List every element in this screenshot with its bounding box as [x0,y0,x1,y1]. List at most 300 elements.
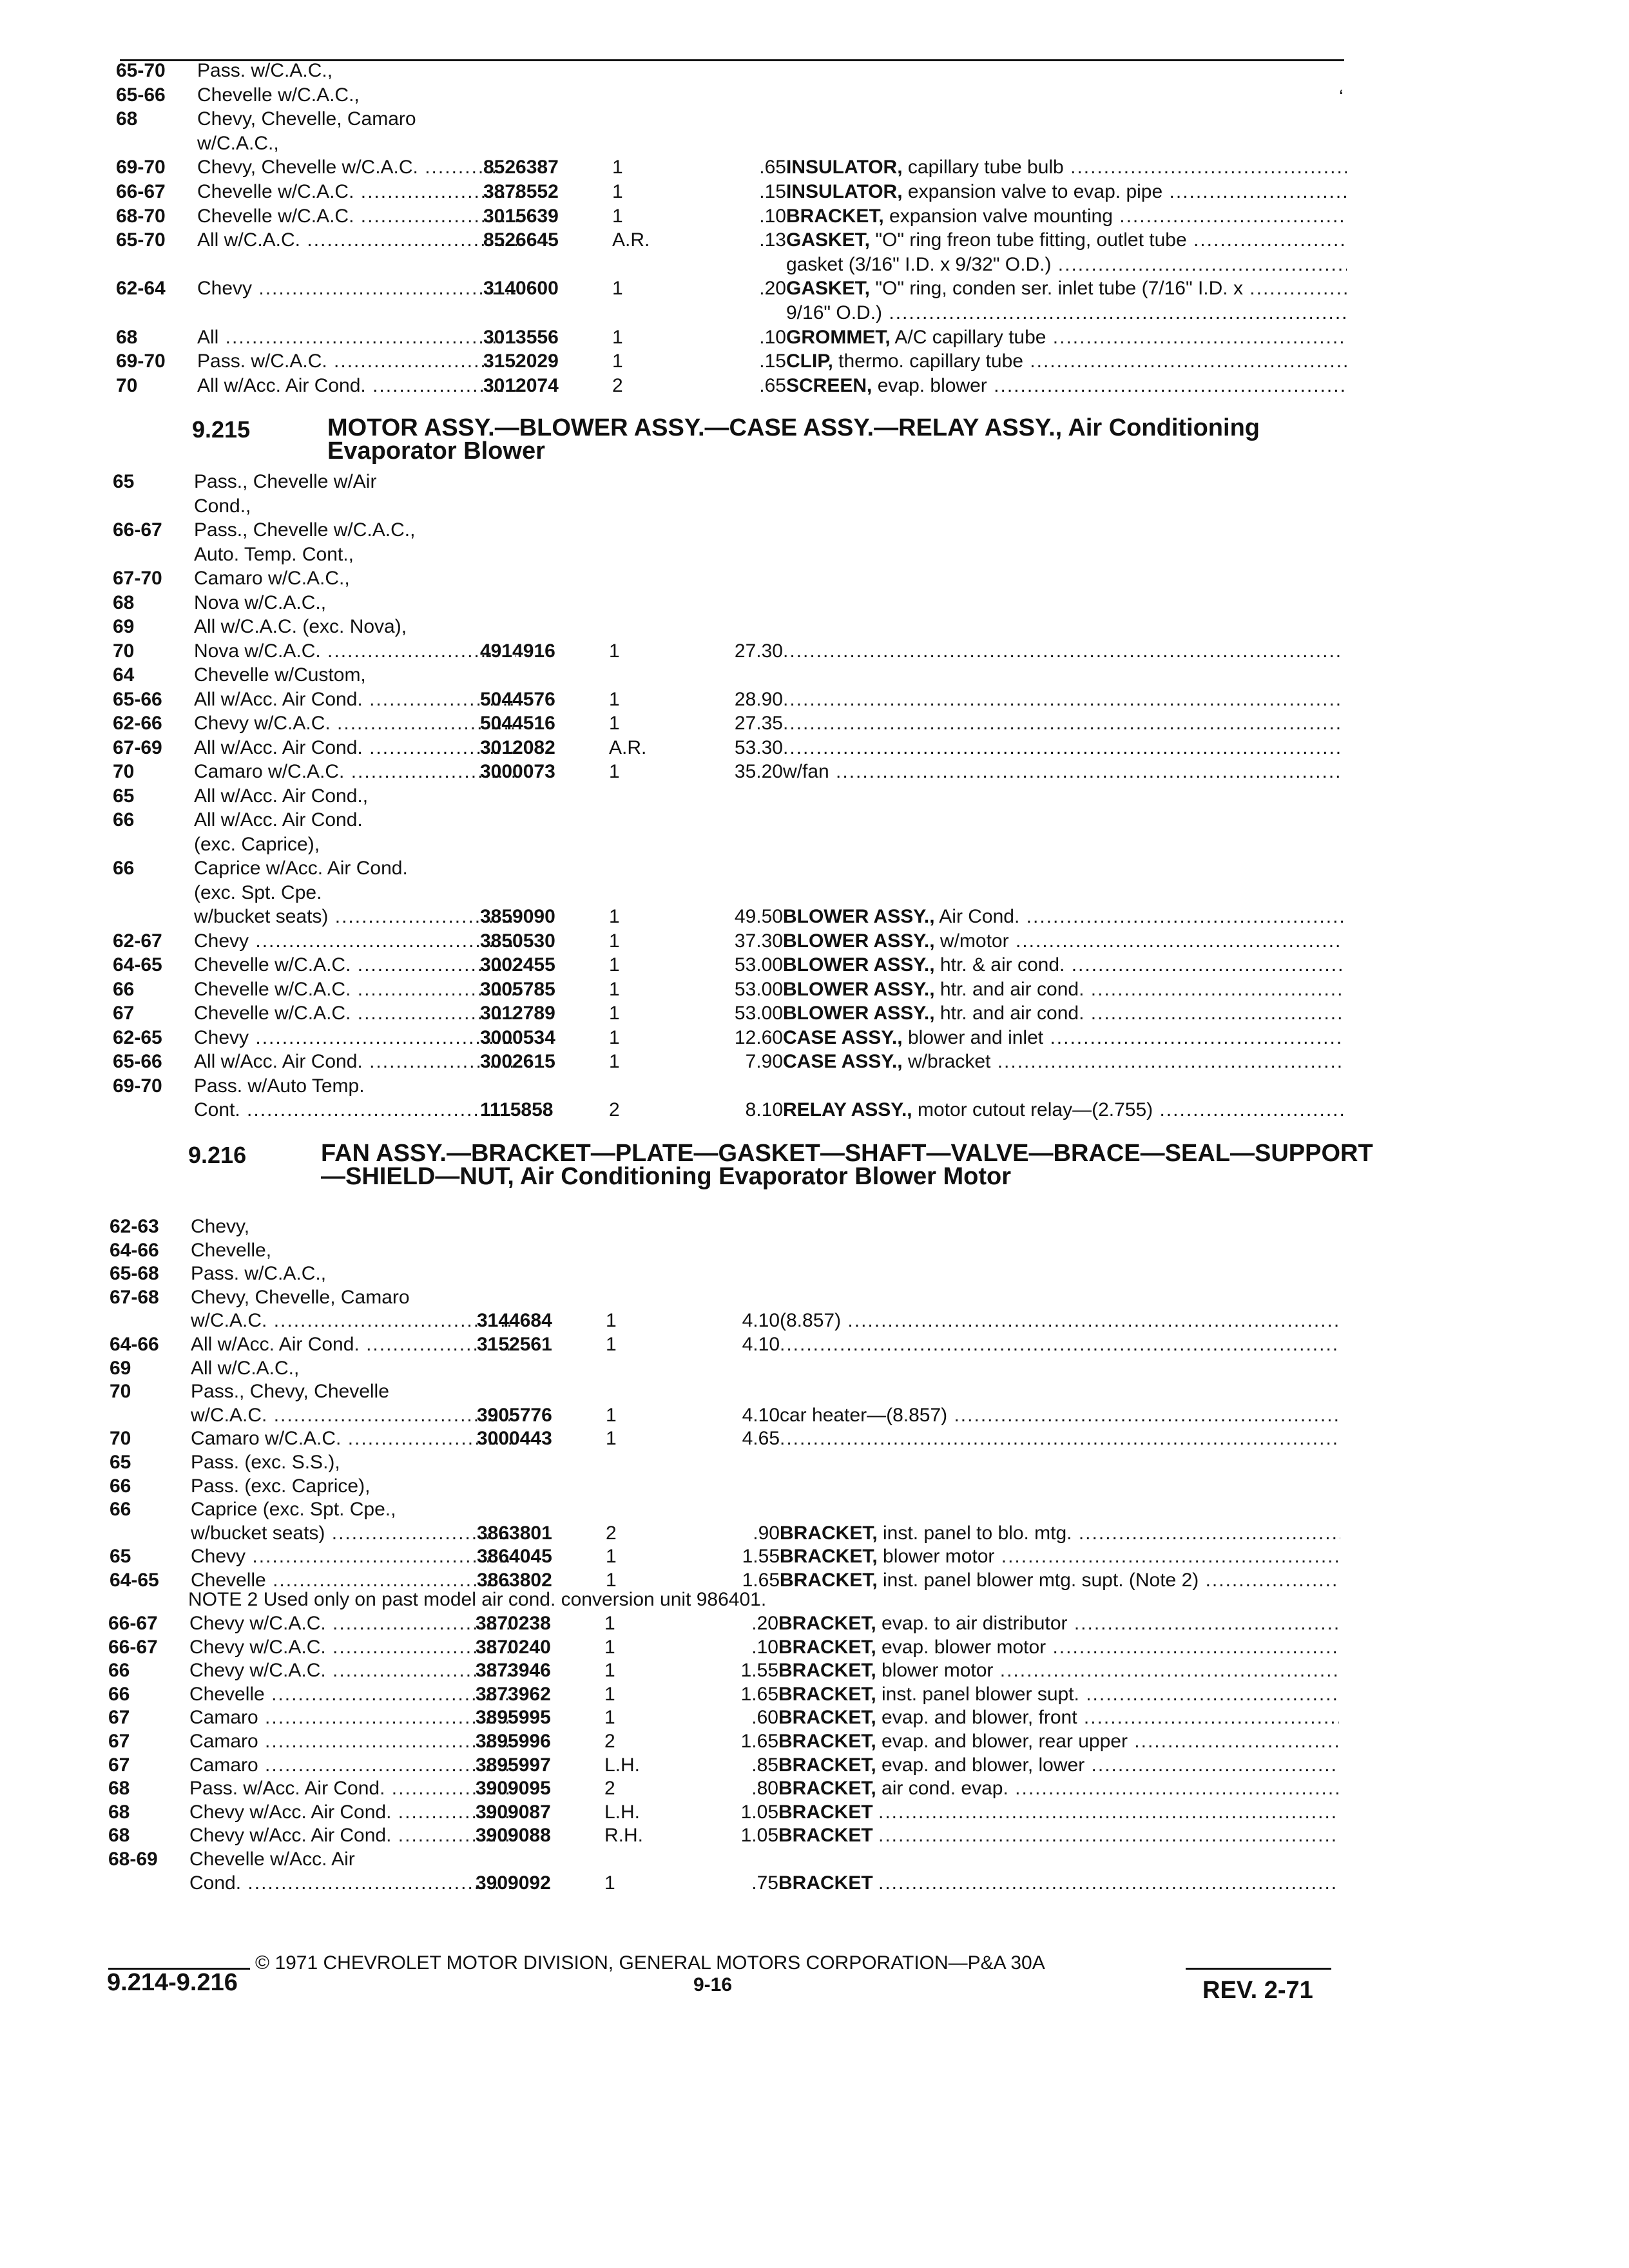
row-year: 64-65 [110,1570,159,1591]
footer-rule-right [1186,1968,1331,1970]
row-price: .80 [751,1778,778,1800]
row-price: .10 [759,326,786,348]
row-price: .20 [751,1613,778,1634]
row-price: .65 [759,374,786,396]
part-name: BLOWER ASSY., [783,906,935,927]
part-detail: inst. panel blower mtg. supt. (Note 2) [883,1570,1199,1591]
part-name: BRACKET, [786,205,884,227]
row-price: 53.00 [734,1003,783,1024]
part-detail: 9/16" O.D.) [786,302,883,323]
row-description [783,640,1344,663]
row-quantity: 1 [609,954,620,975]
row-description [780,1569,1340,1592]
stray-mark: ‘ [1339,86,1344,108]
row-quantity: 1 [609,978,620,1000]
parts-row [113,591,1344,615]
row-model: Chevelle w/Custom, [194,664,366,686]
part-detail: inst. panel to blo. mtg. [883,1522,1072,1544]
row-description [786,205,1347,228]
row-quantity: 2 [604,1778,615,1800]
parts-row [108,1683,1339,1706]
row-price: 53.00 [734,978,783,1000]
row-year: 65-66 [116,84,166,106]
row-model: Camaro w/C.A.C. ..... [194,760,516,783]
part-detail: (8.857) [780,1310,842,1332]
row-model: All w/Acc. Air Cond. ..... [191,1333,513,1356]
row-price: .90 [753,1522,780,1544]
row-part-number: 3152561 [477,1334,552,1355]
parts-row [113,1026,1344,1050]
row-part-number: 3873962 [476,1683,551,1705]
row-year: 66-67 [113,519,162,541]
row-quantity: A.R. [612,229,650,251]
row-description [778,1706,1339,1729]
row-description [783,930,1344,953]
row-quantity: A.R. [609,736,647,758]
row-part-number: 3000534 [480,1026,555,1048]
row-year: 62-63 [110,1216,159,1237]
row-description [778,1636,1339,1659]
parts-row [116,350,1347,373]
part-detail: gasket (3/16" I.D. x 9/32" O.D.) [786,253,1052,275]
row-price: 1.55 [740,1660,778,1682]
row-part-number: 3905776 [477,1404,552,1426]
row-model: Chevy w/C.A.C. ..... [194,712,516,735]
row-year: 68 [108,1778,130,1800]
row-price: .20 [759,278,786,300]
row-description [786,156,1347,179]
row-description [778,1801,1339,1824]
row-year: 64-65 [113,954,162,975]
row-model: Chevy, Chevelle, Camaro [197,108,416,130]
row-year: 65-68 [110,1263,159,1285]
row-year: 64 [113,664,135,686]
parts-row [116,229,1347,252]
parts-row [110,1380,1340,1403]
row-model: w/C.A.C. ..... [191,1309,513,1332]
row-description [780,1404,1340,1427]
row-model: All w/Acc. Air Cond. ..... [194,736,516,760]
row-model: Pass. (exc. S.S.), [191,1452,340,1473]
part-detail: A/C capillary tube [894,326,1046,348]
row-quantity: 1 [604,1872,615,1894]
row-part-number: 3002615 [480,1051,555,1072]
row-model: Chevy, Chevelle w/C.A.C. ..... [197,156,519,179]
row-quantity: 1 [606,1404,617,1426]
part-detail: thermo. capillary tube [838,351,1023,372]
parts-row [108,1636,1339,1659]
row-part-number: 3878552 [483,181,559,202]
row-description [783,712,1344,735]
parts-row [113,881,1344,905]
row-model: w/C.A.C. ..... [191,1404,513,1427]
row-part-number: 4914916 [480,640,555,662]
row-year: 68-69 [108,1849,158,1870]
parts-row [110,1333,1340,1356]
parts-row [113,760,1344,783]
part-detail: blower and inlet [907,1026,1044,1048]
section-title-9216: FAN ASSY.—BRACKET—PLATE—GASKET—SHAFT—VALVE—BRACE—SEAL—SUPPORT—SHIELD—NUT, Air Conditioning Evaporator Blower Motor [321,1140,1373,1190]
part-detail: evap. blower [877,374,987,396]
row-price: .60 [751,1707,778,1729]
row-description [786,180,1347,204]
row-quantity: 1 [606,1334,617,1355]
row-year: 65 [113,471,135,492]
row-year: 68-70 [116,205,166,227]
row-year: 66-67 [108,1636,158,1658]
parts-row [110,1451,1340,1474]
parts-row [108,1824,1339,1847]
row-model: Chevelle w/C.A.C., [197,84,360,106]
row-quantity: 1 [606,1310,617,1332]
row-model: Caprice w/Acc. Air Cond. [194,858,408,879]
parts-row [116,84,1347,107]
row-price: 37.30 [734,930,783,952]
row-quantity: L.H. [604,1754,641,1776]
row-description [778,1777,1339,1800]
row-quantity: 1 [606,1546,617,1568]
row-part-number: 1115858 [480,1099,554,1120]
parts-row [110,1239,1340,1262]
row-quantity: R.H. [604,1825,643,1847]
part-detail: Air Cond. [939,906,1020,927]
parts-row [110,1286,1340,1309]
footer-revision: REV. 2-71 [1202,1977,1313,2004]
parts-row [110,1404,1340,1427]
row-description [780,1309,1340,1332]
row-model: All w/Acc. Air Cond. ..... [194,688,516,711]
row-model: w/C.A.C., [197,132,279,154]
row-model: Nova w/C.A.C., [194,591,327,613]
parts-row [116,108,1347,131]
parts-row [113,712,1344,735]
row-model: Cont. ..... [194,1099,516,1122]
parts-row [116,156,1347,179]
row-description [786,350,1347,373]
parts-row [108,1730,1339,1753]
row-quantity: 1 [612,205,623,227]
row-model: Pass., Chevelle w/Air [194,471,377,492]
row-year: 69-70 [116,351,166,372]
row-model: All w/C.A.C. ..... [197,229,519,252]
row-price: 49.50 [734,906,783,927]
parts-row [113,1002,1344,1025]
parts-row [113,833,1344,856]
row-price: 1.65 [742,1570,780,1591]
row-year: 65 [113,785,135,807]
row-model: Pass., Chevy, Chevelle [191,1381,389,1403]
row-model: Nova w/C.A.C. ..... [194,640,516,663]
row-part-number: 3015639 [483,205,559,227]
row-quantity: 1 [604,1683,615,1705]
row-model: Cond., [194,495,251,517]
section-number-9216: 9.216 [188,1142,247,1168]
parts-row [110,1522,1340,1545]
row-quantity: 2 [612,374,623,396]
row-quantity: 1 [609,761,620,782]
row-quantity: 1 [604,1636,615,1658]
row-description [783,1099,1344,1122]
row-model: Chevy, Chevelle, Camaro [191,1286,410,1308]
parts-row [116,302,1347,325]
part-name: SCREEN, [786,374,872,396]
row-quantity: 1 [609,1051,620,1072]
row-description [780,1522,1340,1545]
row-part-number: 5044516 [480,713,555,734]
part-name: CASE ASSY., [783,1051,903,1072]
row-year: 65 [110,1452,131,1473]
parts-row [110,1262,1340,1285]
row-price: .15 [759,351,786,372]
row-year: 70 [110,1381,131,1403]
row-year: 62-64 [116,278,166,300]
row-year: 62-65 [113,1026,162,1048]
parts-row [116,205,1347,228]
part-name: GASKET, [786,229,871,251]
row-year: 67-70 [113,568,162,589]
row-year: 67 [108,1754,130,1776]
row-model: w/bucket seats) ..... [191,1522,513,1545]
row-model: Pass. w/C.A.C., [191,1263,327,1285]
parts-row [108,1848,1339,1871]
footer-group-number: 9.214-9.216 [107,1969,238,1996]
row-price: 1.65 [740,1683,778,1705]
row-price: 7.90 [745,1051,783,1072]
row-year: 69-70 [113,1075,162,1097]
part-name: BRACKET, [778,1707,876,1729]
row-part-number: 3850530 [480,930,555,952]
row-model: Chevelle, [191,1239,272,1261]
row-model: Camaro ..... [189,1706,512,1729]
parts-row [116,374,1347,398]
part-detail: capillary tube bulb [907,157,1064,178]
part-name: BRACKET, [780,1570,878,1591]
row-price: 4.10 [742,1310,780,1332]
row-quantity: 1 [609,713,620,734]
row-part-number: 3012074 [483,374,559,396]
row-price: 4.65 [742,1428,780,1450]
row-price: 35.20 [734,761,783,782]
part-detail: expansion valve mounting [889,205,1113,227]
part-name: BRACKET, [780,1546,878,1568]
row-quantity: 2 [604,1731,615,1752]
row-part-number: 3005785 [480,978,555,1000]
row-part-number: 3140600 [483,278,559,300]
row-description [786,229,1347,252]
row-model: All ..... [197,326,519,349]
parts-row [116,132,1347,155]
row-year: 66-67 [116,181,166,202]
row-part-number: 3012082 [480,736,555,758]
row-part-number: 3152029 [483,351,559,372]
row-part-number: 3895997 [476,1754,551,1776]
row-description [778,1730,1339,1753]
part-name: BRACKET, [778,1660,876,1682]
row-year: 64-66 [110,1334,159,1355]
parts-row [113,930,1344,953]
row-price: 53.30 [734,736,783,758]
part-detail: blower motor [883,1546,995,1568]
parts-row [113,1099,1344,1122]
row-price: 1.05 [740,1801,778,1823]
row-model: Camaro w/C.A.C., [194,568,350,589]
row-quantity: 1 [612,278,623,300]
row-year: 65-70 [116,60,166,81]
row-year: 68 [113,591,135,613]
row-description [786,326,1347,349]
row-year: 65-70 [116,229,166,251]
part-detail: expansion valve to evap. pipe [907,181,1163,202]
parts-row [113,785,1344,808]
parts-row [113,809,1344,832]
row-part-number: 3863801 [477,1522,552,1544]
parts-row [108,1777,1339,1800]
row-model: Chevelle w/Acc. Air [189,1849,355,1870]
row-description [786,253,1347,276]
part-name: BLOWER ASSY., [783,930,935,952]
row-model: w/bucket seats) ..... [194,905,516,928]
row-model: Chevy w/C.A.C. ..... [189,1659,512,1682]
part-name: INSULATOR, [786,181,903,202]
parts-row [116,180,1347,204]
row-year: 62-67 [113,930,162,952]
row-description [778,1659,1339,1682]
row-price: .10 [751,1636,778,1658]
part-name: RELAY ASSY., [783,1099,912,1120]
part-name: GASKET, [786,278,871,300]
row-quantity: 1 [604,1707,615,1729]
row-year: 62-66 [113,713,162,734]
parts-row [113,640,1344,663]
section-number-9215: 9.215 [192,416,251,443]
parts-row [113,1075,1344,1098]
row-year: 69 [110,1357,131,1379]
part-name: INSULATOR, [786,157,903,178]
row-price: 27.35 [734,713,783,734]
row-model: Pass. w/Acc. Air Cond. ..... [189,1777,512,1800]
section-title-9215: MOTOR ASSY.—BLOWER ASSY.—CASE ASSY.—RELAY ASSY., Air Conditioning Evaporator Blower [327,414,1260,465]
row-description [783,954,1344,977]
row-year: 70 [110,1428,131,1450]
part-detail: motor cutout relay—(2.755) [917,1099,1153,1120]
row-model: Chevelle ..... [191,1569,513,1592]
part-name: CLIP, [786,351,833,372]
row-description [783,978,1344,1001]
row-quantity: 1 [612,351,623,372]
row-price: 4.10 [742,1334,780,1355]
part-detail: htr. & air cond. [940,954,1065,975]
part-detail: air cond. evap. [882,1778,1008,1800]
row-price: .85 [751,1754,778,1776]
row-model: Chevy w/Acc. Air Cond. ..... [189,1801,512,1824]
row-quantity: L.H. [604,1801,641,1823]
row-model: Pass. w/C.A.C. ..... [197,350,519,373]
row-description [783,1002,1344,1025]
parts-row [113,857,1344,880]
row-quantity: 1 [604,1660,615,1682]
row-model: (exc. Spt. Cpe. [194,881,322,903]
row-part-number: 3859090 [480,906,555,927]
row-year: 68 [108,1801,130,1823]
row-part-number: 3012789 [480,1003,555,1024]
row-price: 27.30 [734,640,783,662]
row-quantity: 1 [612,326,623,348]
parts-row [116,277,1347,300]
row-model: Chevelle w/C.A.C. ..... [194,1002,516,1025]
row-year: 66 [110,1499,131,1521]
parts-row [113,736,1344,760]
row-model: All w/Acc. Air Cond., [194,785,369,807]
row-part-number: 3000073 [480,761,555,782]
part-detail: car heater—(8.857) [780,1404,948,1426]
row-description [780,1545,1340,1568]
row-model: Chevy ..... [194,930,516,953]
parts-row [113,519,1344,542]
row-year: 65-66 [113,688,162,710]
row-price: .13 [759,229,786,251]
row-year: 70 [113,761,135,782]
row-model: Pass. w/Auto Temp. [194,1075,365,1097]
part-detail: "O" ring, conden ser. inlet tube (7/16" I.D. x [875,278,1243,300]
part-name: BLOWER ASSY., [783,954,935,975]
row-description [783,736,1344,760]
row-year: 66-67 [108,1613,158,1634]
row-description [783,905,1344,928]
note-2: NOTE 2 Used only on past model air cond. conversion unit 986401. [188,1589,767,1610]
row-year: 70 [116,374,138,396]
part-detail: w/fan [783,761,829,782]
row-model: All w/C.A.C., [191,1357,300,1379]
row-year: 68 [116,108,138,130]
row-part-number: 3870240 [476,1636,551,1658]
parts-row [108,1659,1339,1682]
row-model: (exc. Caprice), [194,833,320,855]
row-description [778,1872,1339,1895]
row-part-number: 3895995 [476,1707,551,1729]
row-price: 4.10 [742,1404,780,1426]
row-year: 67 [108,1707,130,1729]
row-year: 69-70 [116,157,166,178]
footer-page-number: 9-16 [693,1974,733,1995]
row-year: 67-69 [113,736,162,758]
row-year: 68 [116,326,138,348]
row-year: 66 [113,809,135,831]
parts-row [110,1357,1340,1380]
row-part-number: 3909088 [476,1825,551,1847]
row-price: 1.55 [742,1546,780,1568]
row-year: 67 [113,1003,135,1024]
row-model: Chevy, [191,1216,250,1237]
row-model: Chevelle w/C.A.C. ..... [197,180,519,204]
parts-row [116,59,1347,82]
row-quantity: 1 [609,640,620,662]
row-model: Auto. Temp. Cont., [194,543,354,565]
row-quantity: 1 [609,1003,620,1024]
parts-row [110,1545,1340,1568]
parts-row [108,1801,1339,1824]
parts-row [113,954,1344,977]
parts-row [113,688,1344,711]
row-price: 8.10 [745,1099,783,1120]
part-detail: blower motor [882,1660,994,1682]
row-price: .65 [759,157,786,178]
row-part-number: 3870238 [476,1613,551,1634]
part-name: BRACKET, [778,1731,876,1752]
row-price: .75 [751,1872,778,1894]
part-name: BRACKET, [780,1522,878,1544]
part-name: BRACKET [778,1801,873,1823]
row-price: 28.90 [734,688,783,710]
